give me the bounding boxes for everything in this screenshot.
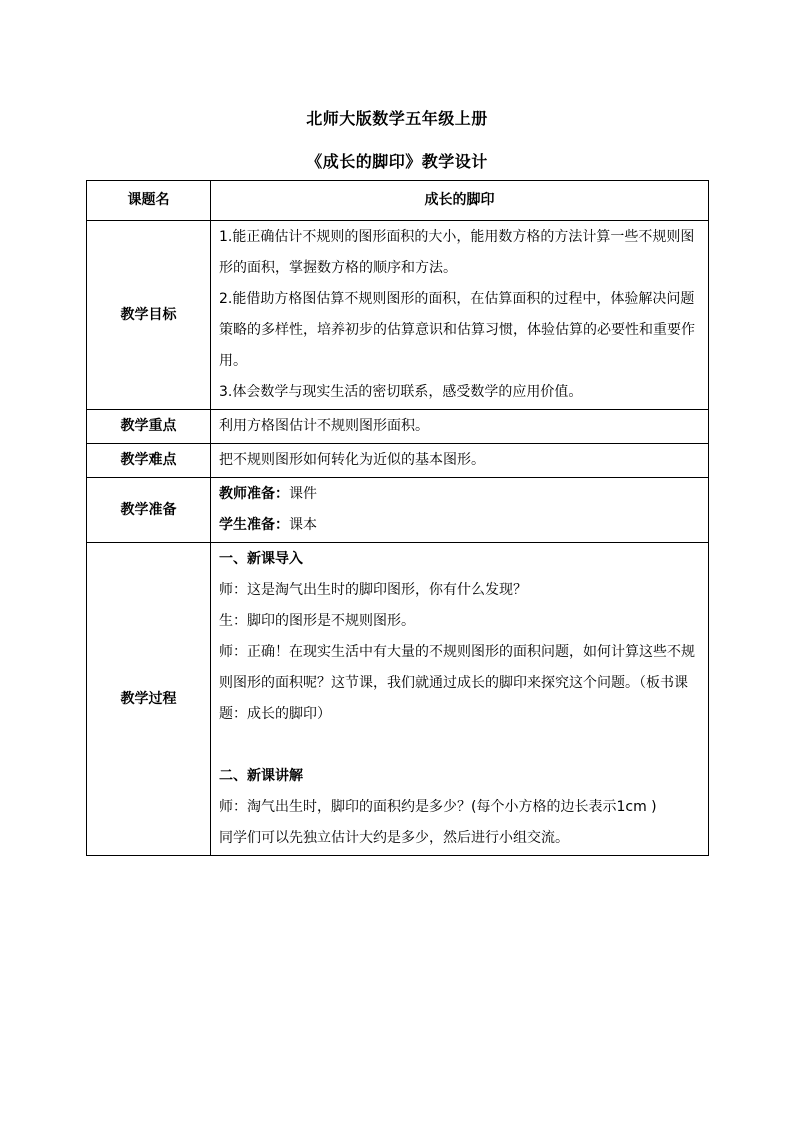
- table-row-objectives: [87, 221, 709, 410]
- section-heading-lecture: 二、新课讲解: [219, 768, 303, 784]
- process-line: 生：脚印的图形是不规则图形。: [219, 613, 415, 629]
- objective-item: 2.能借助方格图估算不规则图形的面积，在估算面积的过程中，体验解决问题策略的多样性，培养初步的估算意识和估算习惯，体验估算的必要性和重要作用。: [219, 291, 695, 369]
- process-cell: [211, 543, 709, 856]
- difficulty-value: 把不规则图形如何转化为近似的基本图形。: [211, 444, 709, 478]
- process-line: 师：淘气出生时，脚印的面积约是多少？(每个小方格的边长表示1cm ): [219, 799, 657, 815]
- process-line: 师：这是淘气出生时的脚印图形，你有什么发现？: [219, 582, 527, 598]
- preparation-cell: [211, 478, 709, 543]
- key-point-value: 利用方格图估计不规则图形面积。: [211, 410, 709, 444]
- process-label: 教学过程: [87, 543, 211, 856]
- document-title: 北师大版数学五年级上册: [306, 109, 488, 128]
- student-prep-value: 课本: [289, 517, 317, 533]
- section-heading-intro: 一、新课导入: [219, 551, 303, 567]
- table-row-topic: [87, 181, 709, 221]
- table-row-difficulty: [87, 444, 709, 478]
- lesson-plan-table: [86, 180, 709, 856]
- table-row-key-point: [87, 410, 709, 444]
- document-subtitle: 《成长的脚印》教学设计: [306, 152, 488, 171]
- student-preparation: [219, 510, 700, 541]
- topic-label: 课题名: [87, 181, 211, 221]
- difficulty-label: 教学难点: [87, 444, 211, 478]
- student-prep-label: 学生准备：: [219, 517, 289, 533]
- table-row-process: [87, 543, 709, 856]
- objective-item: 3.体会数学与现实生活的密切联系，感受数学的应用价值。: [219, 384, 583, 400]
- teacher-preparation: [219, 479, 700, 510]
- objectives-label: 教学目标: [87, 221, 211, 410]
- table-row-preparation: [87, 478, 709, 543]
- process-line: 同学们可以先独立估计大约是多少，然后进行小组交流。: [219, 830, 569, 846]
- teacher-prep-label: 教师准备：: [219, 486, 289, 502]
- process-line: 师：正确！在现实生活中有大量的不规则图形的面积问题，如何计算这些不规则图形的面积呢？这节课，我们就通过成长的脚印来探究这个问题。（板书课题：成长的脚印）: [219, 644, 695, 722]
- key-point-label: 教学重点: [87, 410, 211, 444]
- objectives-cell: [211, 221, 709, 410]
- objective-item: 1.能正确估计不规则的图形面积的大小，能用数方格的方法计算一些不规则图形的面积，掌握数方格的顺序和方法。: [219, 229, 695, 276]
- teacher-prep-value: 课件: [289, 486, 317, 502]
- topic-value: 成长的脚印: [211, 181, 709, 221]
- blank-line: [219, 730, 700, 761]
- preparation-label: 教学准备: [87, 478, 211, 543]
